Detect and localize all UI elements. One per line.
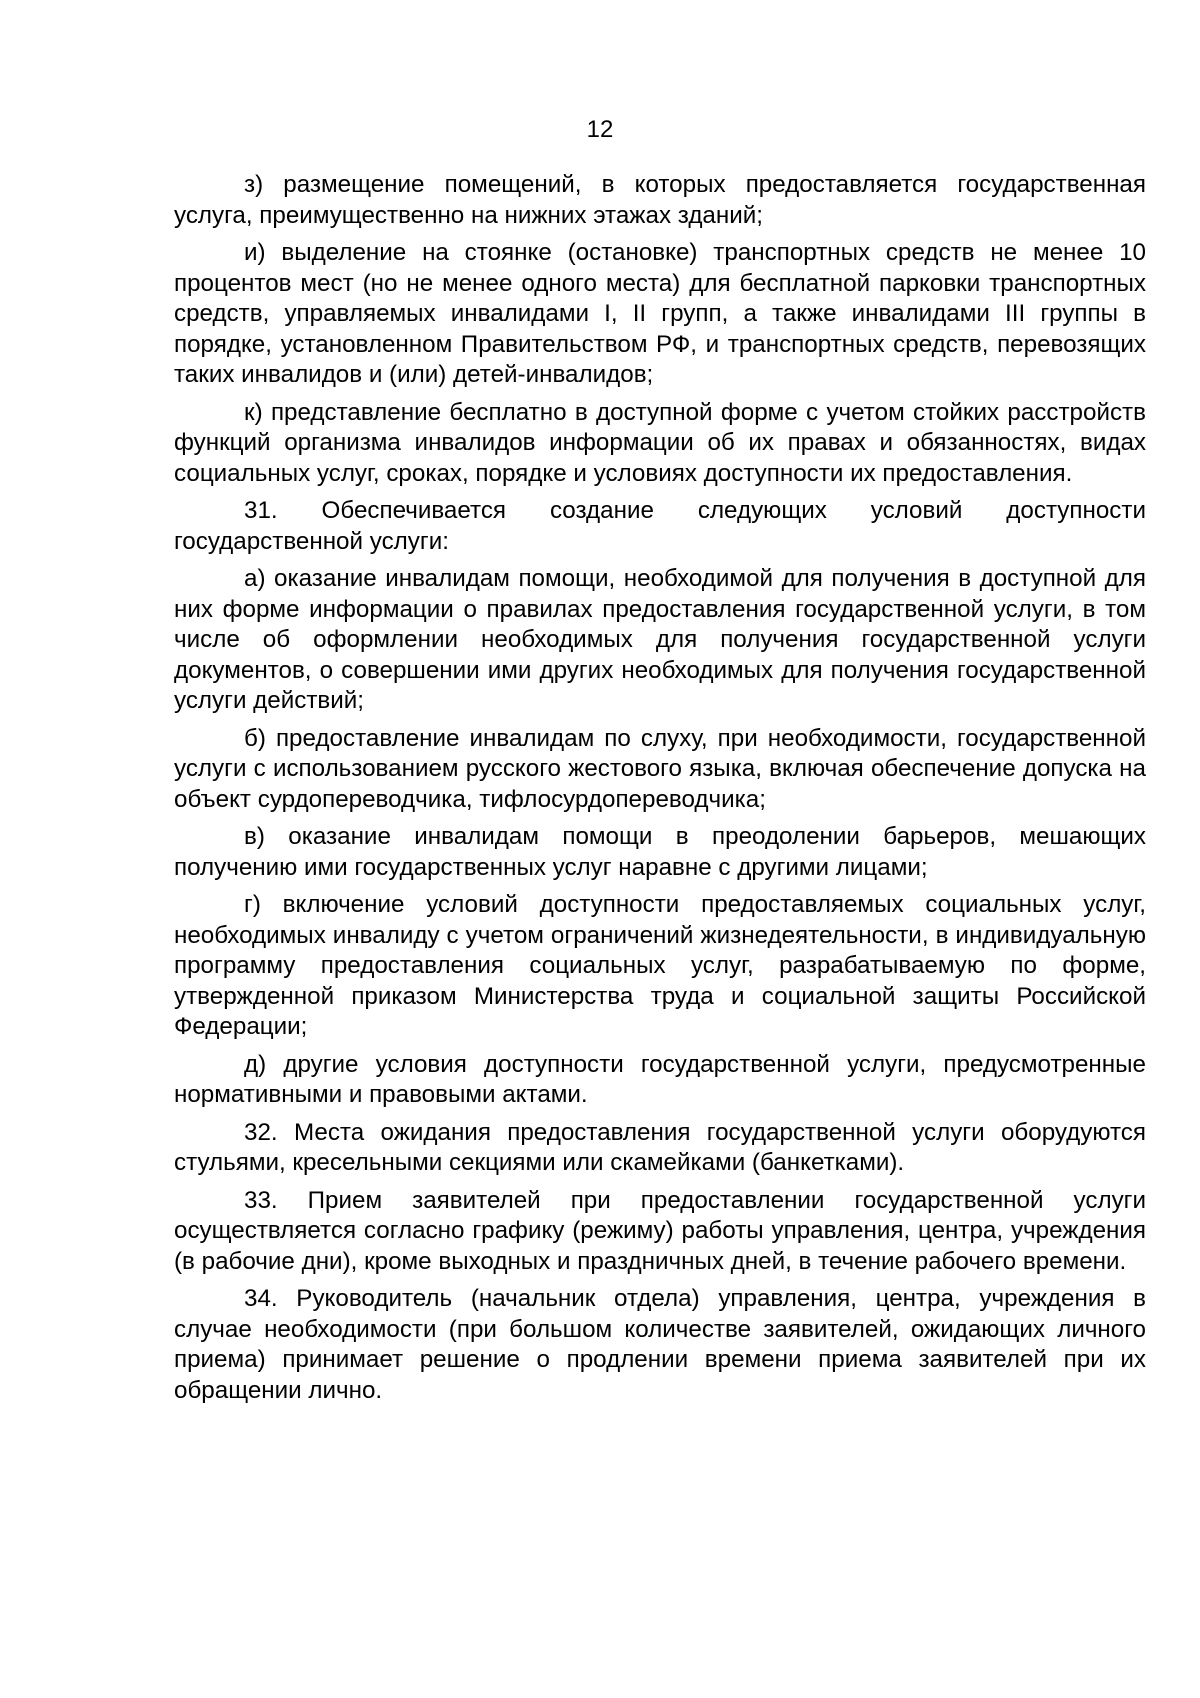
- paragraph-k: к) представление бесплатно в доступной форме с учетом стойких расстройств функций организма инвалидов информации об их правах и обязанностях, видах социальных услуг, сроках, порядке и условиях доступности их предоставления.: [174, 398, 1146, 487]
- paragraph-33: 33. Прием заявителей при предоставлении государственной услуги осуществляется согласно графику (режиму) работы управления, центра, учреждения (в рабочие дни), кроме выходных и праздничных дней, в течение рабочего времени.: [174, 1186, 1146, 1275]
- paragraph-d: д) другие условия доступности государственной услуги, предусмотренные нормативными и правовыми актами.: [174, 1050, 1146, 1108]
- paragraph-32: 32. Места ожидания предоставления государственной услуги оборудуются стульями, кресельными секциями или скамейками (банкетками).: [174, 1118, 1146, 1176]
- document-body: [174, 170, 1146, 1413]
- paragraph-b: б) предоставление инвалидам по слуху, при необходимости, государственной услуги с использованием русского жестового языка, включая обеспечение допуска на объект сурдопереводчика, тифлосурдопереводчика;: [174, 724, 1146, 813]
- paragraph-v: в) оказание инвалидам помощи в преодолении барьеров, мешающих получению ими государственных услуг наравне с другими лицами;: [174, 823, 1146, 881]
- paragraph-i: и) выделение на стоянке (остановке) транспортных средств не менее 10 процентов мест (но не менее одного места) для бесплатной парковки транспортных средств, управляемых инвалидами I, II групп, а также инвалидами III группы в порядке, установленном Правительством РФ, и транспортных средств, перевозящих таких инвалидов и (или) детей-инвалидов;: [174, 239, 1146, 388]
- paragraph-34: 34. Руководитель (начальник отдела) управления, центра, учреждения в случае необходимости (при большом количестве заявителей, ожидающих личного приема) принимает решение о продлении времени приема заявителей при их обращении лично.: [174, 1285, 1146, 1404]
- paragraph-z: з) размещение помещений, в которых предоставляется государственная услуга, преимущественно на нижних этажах зданий;: [174, 171, 1146, 229]
- paragraph-31: 31. Обеспечивается создание следующих условий доступности государственной услуги:: [174, 497, 1146, 555]
- paragraph-g: г) включение условий доступности предоставляемых социальных услуг, необходимых инвалиду с учетом ограничений жизнедеятельности, в индивидуальную программу предоставления социальных услуг, разрабатываемую по форме, утвержденной приказом Министерства труда и социальной защиты Российской Федерации;: [174, 891, 1146, 1040]
- paragraph-a: а) оказание инвалидам помощи, необходимой для получения в доступной для них форме информации о правилах предоставления государственной услуги, в том числе об оформлении необходимых для получения государственной услуги документов, о совершении ими других необходимых для получения государственной услуги действий;: [174, 565, 1146, 714]
- page-number: 12: [586, 116, 614, 143]
